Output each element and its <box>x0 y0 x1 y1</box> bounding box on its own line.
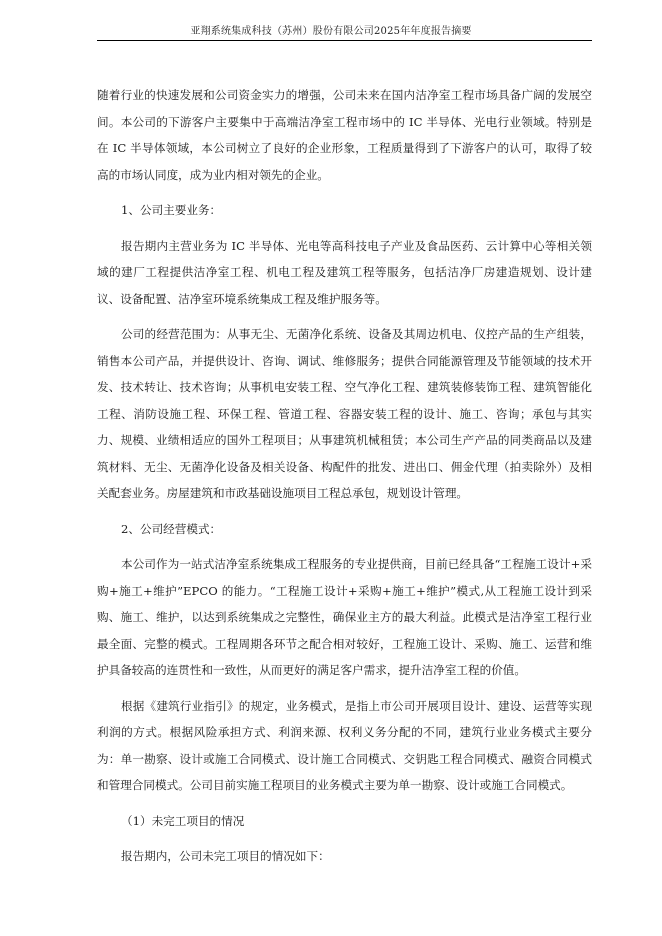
document-body <box>97 82 592 879</box>
paragraph-epco-model: 本公司作为一站式洁净室系统集成工程服务的专业提供商，目前已经具备“工程施工设计+采购+施工+维护”EPCO 的能力。“工程施工设计+采购+施工+维护”模式,从工程施工设计到采购、施工、维护，以达到系统集成之完整性，确保业主方的最大利益。此模式是洁净室工程行业最全面、完整的模式。工程周期各环节之配合相对较好，工程施工设计、采购、施工、运营和维护具备较高的连贯性和一致性，从而更好的满足客户需求，提升洁净室工程的价值。 <box>97 557 592 677</box>
section-heading-business-model: 2、公司经营模式： <box>121 521 222 536</box>
section-heading-main-business: 1、公司主要业务： <box>121 203 222 217</box>
paragraph-industry-guideline: 根据《建筑行业指引》的规定，业务模式，是指上市公司开展项目设计、建设、运营等实现利润的方式。根据风险承担方式、利润来源、权利义务分配的不同，建筑行业业务模式主要分为：单一勘察、设计或施工合同模式、设计施工合同模式、交钥匙工程合同模式、融资合同模式和管理合同模式。公司目前实施工程项目的业务模式主要为单一勘察、设计或施工合同模式。 <box>97 698 592 792</box>
paragraph-business-scope: 公司的经营范围为：从事无尘、无菌净化系统、设备及其周边机电、仪控产品的生产组装，销售本公司产品，并提供设计、咨询、调试、维修服务；提供合同能源管理及节能领域的技术开发、技术转让、技术咨询；从事机电安装工程、空气净化工程、建筑装修装饰工程、建筑智能化工程、消防设施工程、环保工程、管道工程、容器安装工程的设计、施工、咨询；承包与其实力、规模、业绩相适应的国外工程项目；从事建筑机械租赁；本公司生产产品的同类商品以及建筑材料、无尘、无菌净化设备及相关设备、构配件的批发、进出口、佣金代理（拍卖除外）及相关配套业务。房屋建筑和市政基础设施项目工程总承包，规划设计管理。 <box>97 327 592 500</box>
running-header: 亚翔系统集成科技（苏州）股份有限公司2025年年度报告摘要 <box>190 26 472 37</box>
subsection-heading-unfinished-projects: （1）未完工项目的情况 <box>121 813 245 828</box>
paragraph-main-business: 报告期内主营业务为 IC 半导体、光电等高科技电子产业及食品医药、云计算中心等相关领域的建厂工程提供洁净室工程、机电工程及建筑工程等服务，包括洁净厂房建造规划、设计建议、设备配置、洁净室环境系统集成工程及维护服务等。 <box>97 238 592 306</box>
paragraph-market-outlook: 随着行业的快速发展和公司资金实力的增强，公司未来在国内洁净室工程市场具备广阔的发展空间。本公司的下游客户主要集中于高端洁净室工程市场中的 IC 半导体、光电行业领域。特别是在 IC 半导体领域，本公司树立了良好的企业形象，工程质量得到了下游客户的认可，取得了较高的市场认同度，成为业内相对领先的企业。 <box>97 88 592 182</box>
paragraph-unfinished-projects-intro: 报告期内，公司未完工项目的情况如下： <box>121 849 330 863</box>
header-rule <box>97 40 592 41</box>
